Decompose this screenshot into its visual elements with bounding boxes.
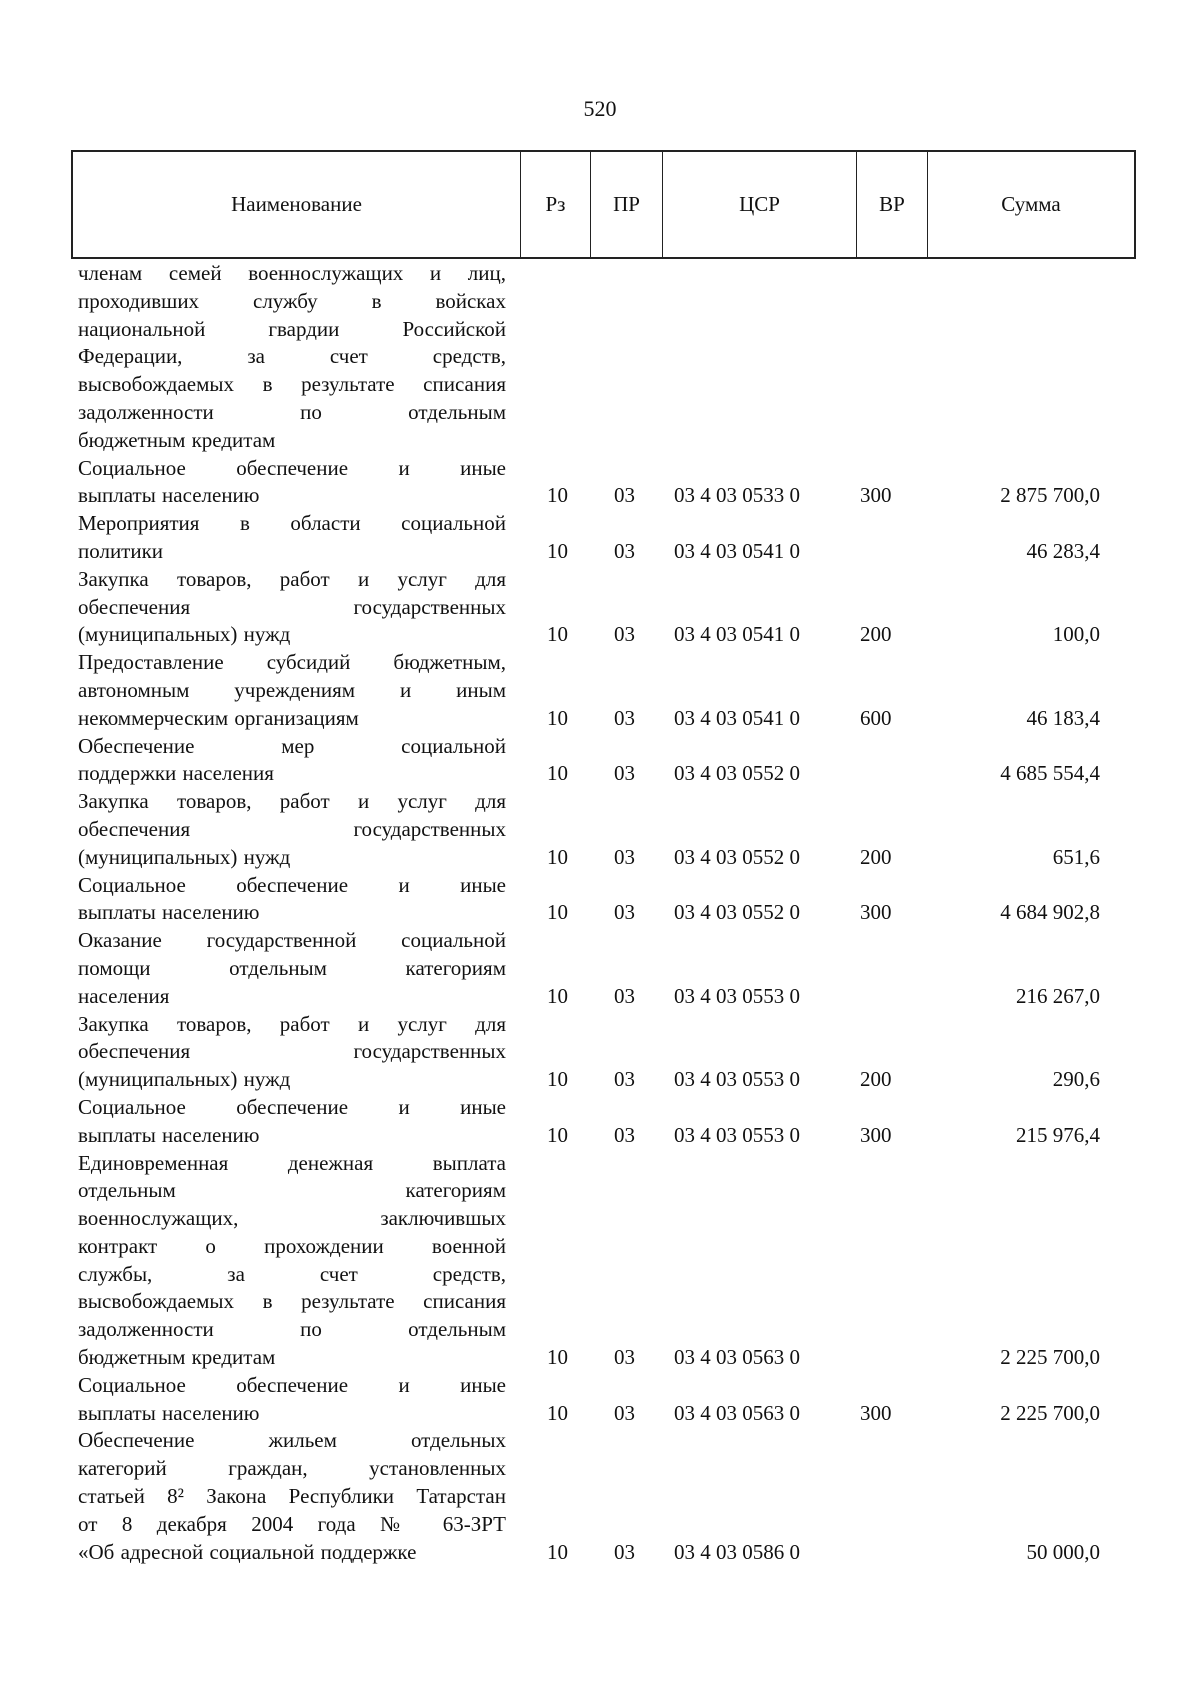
row-name-line: политики: [78, 538, 164, 563]
row-rz: 10: [547, 1345, 568, 1370]
row-name-line: Обеспечение мер социальной: [78, 733, 506, 758]
row-name: [78, 649, 506, 732]
row-name-line: категорий граждан, установленных: [78, 1456, 506, 1481]
row-rz: 10: [547, 900, 568, 925]
table-body: [78, 260, 1133, 1566]
row-name-line: Единовременная денежная выплата: [78, 1150, 506, 1175]
row-name-line: поддержки населения: [78, 761, 274, 786]
row-name-line: выплаты населению: [78, 1122, 260, 1147]
row-name-line: Обеспечение жильем отдельных: [78, 1428, 506, 1453]
table-row: [78, 1011, 1133, 1094]
row-name-line: Оказание государственной социальной: [78, 928, 506, 953]
row-rz: 10: [547, 844, 568, 869]
row-sum: 2 225 700,0: [1000, 1345, 1100, 1370]
row-rz: 10: [547, 1122, 568, 1147]
row-name: [78, 872, 506, 928]
table-row: [78, 1150, 1133, 1372]
row-vr: 200: [860, 1067, 892, 1092]
row-vr: 300: [860, 1400, 892, 1425]
row-name-line: обеспечения государственных: [78, 594, 506, 619]
row-name-line: членам семей военнослужащих и лиц,: [78, 261, 506, 285]
row-csr: 03 4 03 0553 0: [674, 1067, 800, 1092]
row-name-line: национальной гвардии Российской: [78, 316, 506, 341]
table-row: [78, 872, 1133, 928]
row-name: [78, 510, 506, 566]
row-name: [78, 733, 506, 789]
row-csr: 03 4 03 0541 0: [674, 622, 800, 647]
row-sum: 4 684 902,8: [1000, 900, 1100, 925]
table-row: [78, 733, 1133, 789]
row-vr: 300: [860, 1122, 892, 1147]
table-row: [78, 1372, 1133, 1428]
row-pr: 03: [614, 1539, 635, 1564]
row-csr: 03 4 03 0563 0: [674, 1345, 800, 1370]
header-pr: ПР: [591, 151, 663, 258]
row-name-line: выплаты населению: [78, 900, 260, 925]
row-name: [78, 1011, 506, 1094]
row-name-line: (муниципальных) нужд: [78, 622, 291, 647]
row-name-line: задолженности по отдельным: [78, 1317, 506, 1342]
row-pr: 03: [614, 1122, 635, 1147]
header-name: Наименование: [72, 151, 521, 258]
row-name-line: некоммерческим организациям: [78, 705, 359, 730]
table-header: [71, 150, 1136, 259]
row-csr: 03 4 03 0541 0: [674, 705, 800, 730]
row-name-line: военнослужащих, заключившых: [78, 1206, 506, 1231]
row-name: [78, 260, 506, 455]
row-name-line: статьей 8² Закона Республики Татарстан: [78, 1484, 506, 1509]
row-pr: 03: [614, 538, 635, 563]
row-pr: 03: [614, 983, 635, 1008]
row-rz: 10: [547, 705, 568, 730]
row-name-line: службы, за счет средств,: [78, 1261, 506, 1286]
row-csr: 03 4 03 0541 0: [674, 538, 800, 563]
row-csr: 03 4 03 0553 0: [674, 1122, 800, 1147]
page-number: 520: [583, 96, 617, 121]
row-name: [78, 1094, 506, 1150]
row-name: [78, 788, 506, 871]
row-name-line: обеспечения государственных: [78, 1039, 506, 1064]
row-name-line: Социальное обеспечение и иные: [78, 1372, 506, 1397]
row-pr: 03: [614, 483, 635, 508]
row-name: [78, 566, 506, 649]
row-pr: 03: [614, 1067, 635, 1092]
row-name-line: Закупка товаров, работ и услуг для: [78, 1011, 506, 1036]
row-name: [78, 455, 506, 511]
row-name-line: высвобождаемых в результате списания: [78, 1289, 506, 1314]
row-sum: 215 976,4: [1016, 1122, 1100, 1147]
row-name-line: (муниципальных) нужд: [78, 1067, 291, 1092]
row-sum: 46 183,4: [1026, 705, 1100, 730]
row-name-line: высвобождаемых в результате списания: [78, 372, 506, 397]
row-name-line: задолженности по отдельным: [78, 399, 506, 424]
table-row: [78, 260, 1133, 455]
row-name-line: от 8 декабря 2004 года № 63-ЗРТ: [78, 1511, 506, 1536]
row-rz: 10: [547, 1539, 568, 1564]
row-pr: 03: [614, 1345, 635, 1370]
row-vr: 200: [860, 844, 892, 869]
row-pr: 03: [614, 622, 635, 647]
row-name-line: бюджетным кредитам: [78, 1345, 276, 1370]
row-name-line: выплаты населению: [78, 1400, 260, 1425]
row-pr: 03: [614, 761, 635, 786]
table-row: [78, 510, 1133, 566]
row-name-line: выплаты населению: [78, 483, 260, 508]
row-vr: 300: [860, 900, 892, 925]
row-rz: 10: [547, 538, 568, 563]
row-csr: 03 4 03 0563 0: [674, 1400, 800, 1425]
row-name-line: Закупка товаров, работ и услуг для: [78, 566, 506, 591]
table-row: [78, 927, 1133, 1010]
row-name-line: проходивших службу в войсках: [78, 288, 506, 313]
row-name-line: «Об адресной социальной поддержке: [78, 1539, 417, 1564]
row-name: [78, 1427, 506, 1566]
row-name-line: отдельным категориям: [78, 1178, 506, 1203]
row-pr: 03: [614, 705, 635, 730]
row-name-line: Социальное обеспечение и иные: [78, 872, 506, 897]
table-row: [78, 649, 1133, 732]
table-row: [78, 1427, 1133, 1566]
row-csr: 03 4 03 0552 0: [674, 844, 800, 869]
row-name-line: автономным учреждениям и иным: [78, 677, 506, 702]
row-pr: 03: [614, 844, 635, 869]
row-name-line: обеспечения государственных: [78, 816, 506, 841]
row-sum: 2 875 700,0: [1000, 483, 1100, 508]
row-vr: 300: [860, 483, 892, 508]
row-name-line: Предоставление субсидий бюджетным,: [78, 650, 506, 675]
row-csr: 03 4 03 0553 0: [674, 983, 800, 1008]
header-vr: ВР: [857, 151, 928, 258]
header-csr: ЦСР: [663, 151, 857, 258]
row-name-line: населения: [78, 983, 170, 1008]
row-csr: 03 4 03 0533 0: [674, 483, 800, 508]
row-sum: 100,0: [1052, 622, 1100, 647]
row-name-line: бюджетным кредитам: [78, 427, 276, 452]
row-name-line: контракт о прохождении военной: [78, 1233, 506, 1258]
row-sum: 46 283,4: [1026, 538, 1100, 563]
table-row: [78, 455, 1133, 511]
row-name-line: Закупка товаров, работ и услуг для: [78, 789, 506, 814]
row-sum: 216 267,0: [1016, 983, 1100, 1008]
row-pr: 03: [614, 1400, 635, 1425]
row-name: [78, 1372, 506, 1428]
row-name-line: (муниципальных) нужд: [78, 844, 291, 869]
table-row: [78, 788, 1133, 871]
row-rz: 10: [547, 761, 568, 786]
row-name: [78, 1150, 506, 1372]
row-csr: 03 4 03 0552 0: [674, 900, 800, 925]
row-rz: 10: [547, 483, 568, 508]
header-rz: Рз: [521, 151, 591, 258]
row-rz: 10: [547, 983, 568, 1008]
table-row: [78, 566, 1133, 649]
row-name-line: Федерации, за счет средств,: [78, 344, 506, 369]
row-sum: 290,6: [1052, 1067, 1100, 1092]
row-rz: 10: [547, 1400, 568, 1425]
row-sum: 50 000,0: [1026, 1539, 1100, 1564]
row-rz: 10: [547, 1067, 568, 1092]
row-name-line: Социальное обеспечение и иные: [78, 1094, 506, 1119]
row-rz: 10: [547, 622, 568, 647]
row-csr: 03 4 03 0552 0: [674, 761, 800, 786]
row-name-line: помощи отдельным категориям: [78, 955, 506, 980]
row-name-line: Социальное обеспечение и иные: [78, 455, 506, 480]
row-csr: 03 4 03 0586 0: [674, 1539, 800, 1564]
row-name: [78, 927, 506, 1010]
header-sum: Сумма: [928, 151, 1136, 258]
row-name-line: Мероприятия в области социальной: [78, 511, 506, 536]
row-sum: 4 685 554,4: [1000, 761, 1100, 786]
row-vr: 600: [860, 705, 892, 730]
row-sum: 651,6: [1052, 844, 1100, 869]
table-row: [78, 1094, 1133, 1150]
row-pr: 03: [614, 900, 635, 925]
row-vr: 200: [860, 622, 892, 647]
row-sum: 2 225 700,0: [1000, 1400, 1100, 1425]
